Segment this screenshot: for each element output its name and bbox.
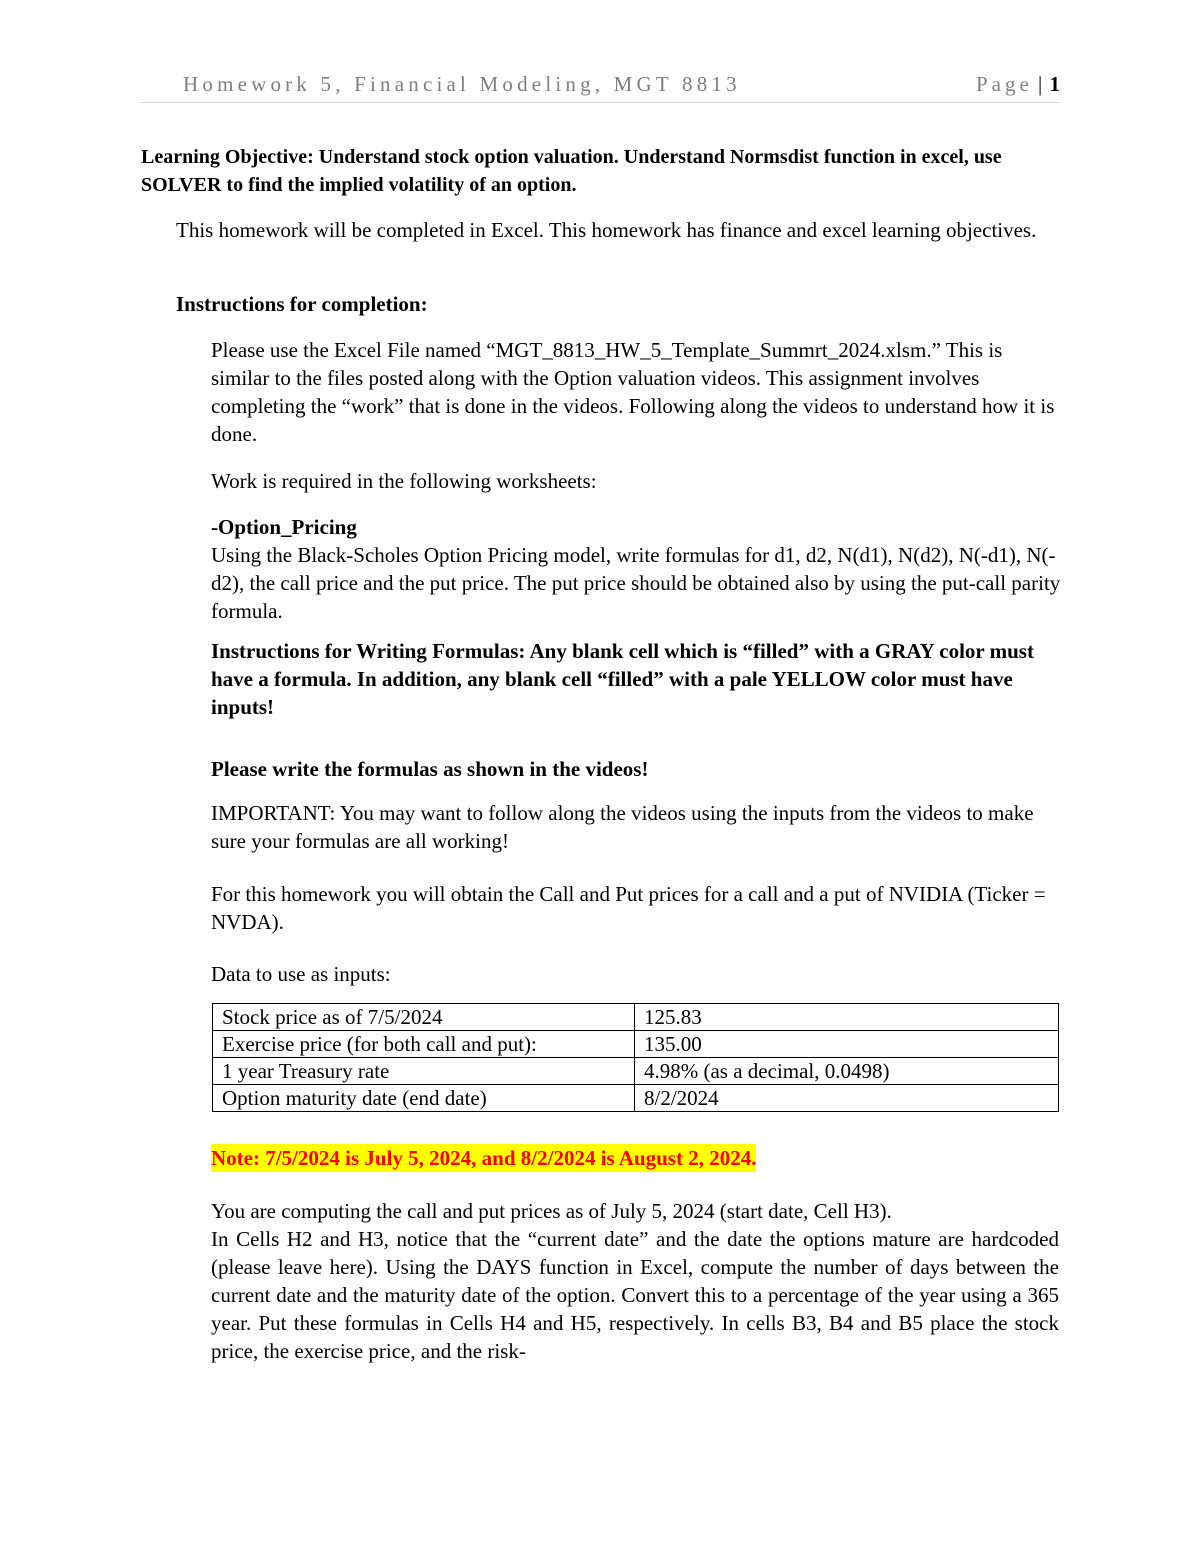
option-pricing-heading: -Option_Pricing [211, 515, 357, 539]
table-row [213, 1058, 1059, 1085]
page-indicator [976, 72, 1060, 97]
table-cell-label: Stock price as of 7/5/2024 [213, 1004, 635, 1031]
work-required-paragraph: Work is required in the following worksheets: [211, 469, 597, 493]
computing-line-1: You are computing the call and put prices as of July 5, 2024 (start date, Cell H3). [211, 1199, 892, 1223]
page-number: 1 [1049, 72, 1060, 96]
table-row [213, 1085, 1059, 1112]
option-pricing-section [211, 513, 1061, 625]
template-paragraph: Please use the Excel File named “MGT_8813_HW_5_Template_Summrt_2024.xlsm.” This is similar to the files posted along with the Option valuation videos. This assignment involves completing the “work” that is done in the videos. Following along the videos to understand how it is done. [211, 338, 1055, 446]
table-cell-label: Exercise price (for both call and put): [213, 1031, 635, 1058]
table-cell-label: Option maturity date (end date) [213, 1085, 635, 1112]
write-formulas-note: Please write the formulas as shown in the videos! [211, 757, 649, 781]
table-cell-value: 8/2/2024 [635, 1085, 1059, 1112]
nvidia-paragraph: For this homework you will obtain the Call and Put prices for a call and a put of NVIDIA (Ticker = NVDA). [211, 882, 1046, 934]
table-cell-value: 125.83 [635, 1004, 1059, 1031]
page-separator: | [1038, 72, 1043, 96]
header-title: Homework 5, Financial Modeling, MGT 8813 [183, 72, 741, 96]
intro-paragraph: This homework will be completed in Excel. This homework has finance and excel learning objectives. [176, 218, 1037, 242]
table-cell-value: 135.00 [635, 1031, 1059, 1058]
computing-line-2: In Cells H2 and H3, notice that the “current date” and the date the options mature are hardcoded (please leave here). Using the DAYS function in Excel, compute the number of days between the current date and the maturity date of the option. Convert this to a percentage of the year using a 365 year. Put these formulas in Cells H4 and H5, respectively. In cells B3, B4 and B5 place the stock price, the exercise price, and the risk- [211, 1227, 1059, 1363]
formula-instructions: Instructions for Writing Formulas: Any blank cell which is “filled” with a GRAY color must have a formula. In addition, any blank cell “filled” with a pale YELLOW color must have inputs! [211, 639, 1034, 719]
computing-paragraph [211, 1197, 1059, 1365]
important-paragraph: IMPORTANT: You may want to follow along the videos using the inputs from the videos to make sure your formulas are all working! [211, 801, 1034, 853]
page-label: Page [975, 72, 1033, 96]
table-row [213, 1031, 1059, 1058]
table-cell-value: 4.98% (as a decimal, 0.0498) [635, 1058, 1059, 1085]
instructions-heading: Instructions for completion: [176, 292, 428, 316]
table-cell-label: 1 year Treasury rate [213, 1058, 635, 1085]
table-row [213, 1004, 1059, 1031]
page-header [140, 72, 1060, 103]
learning-objective: Learning Objective: Understand stock option valuation. Understand Normsdist function in excel, use SOLVER to find the implied volatility of an option. [141, 146, 1002, 196]
highlighted-note: Note: 7/5/2024 is July 5, 2024, and 8/2/2024 is August 2, 2024. [211, 1146, 757, 1170]
data-inputs-intro: Data to use as inputs: [211, 962, 391, 986]
inputs-table [212, 1003, 1059, 1112]
option-pricing-text: Using the Black-Scholes Option Pricing model, write formulas for d1, d2, N(d1), N(d2), N(-d1), N(-d2), the call price and the put price. The put price should be obtained also by using the put-call parity formula. [211, 543, 1061, 623]
